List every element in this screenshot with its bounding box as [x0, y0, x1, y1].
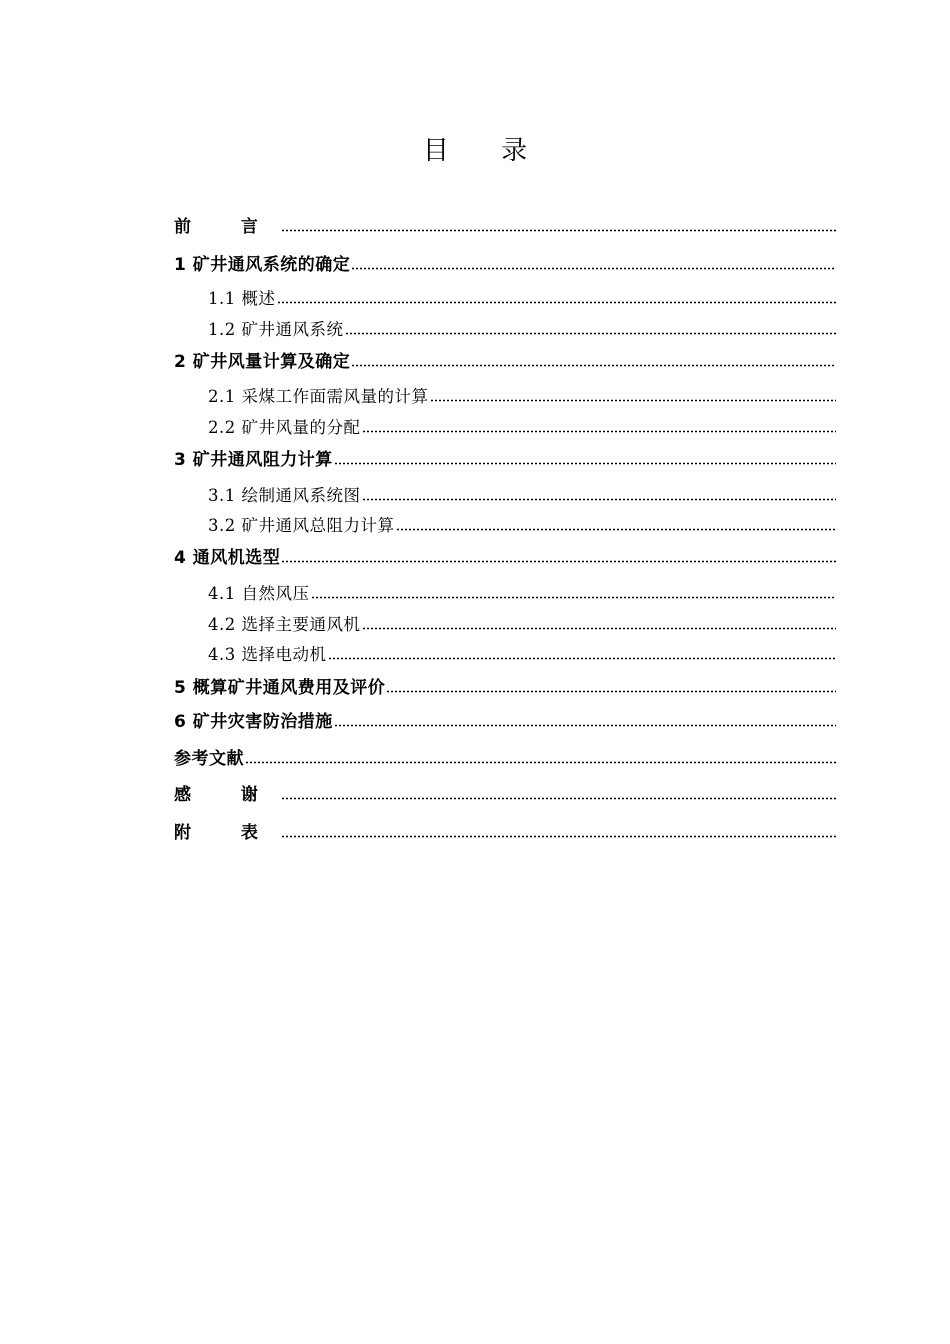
dot-leader [362, 626, 837, 631]
toc-entry-appendix[interactable] [174, 818, 836, 844]
toc-entry-text: 1.1 概述 [208, 289, 276, 308]
toc-entry-text: 5 概算矿井通风费用及评价 [174, 678, 386, 698]
toc-entry-section-4-2[interactable] [208, 610, 836, 636]
toc-entry-text: 4.1 自然风压 [208, 584, 310, 603]
toc-entry-section-2-2[interactable] [208, 413, 836, 439]
toc-entry-chapter-3[interactable] [174, 445, 836, 471]
dot-leader [334, 461, 836, 466]
dot-leader [351, 363, 836, 368]
dot-leader [362, 497, 837, 502]
toc-entry-preface[interactable] [174, 212, 836, 238]
toc-entry-chapter-1[interactable] [174, 250, 836, 276]
dot-leader [345, 331, 837, 336]
toc-entry-text: 1 矿井通风系统的确定 [174, 255, 351, 275]
toc-entry-section-3-1[interactable] [208, 481, 836, 507]
toc-entry-text: 4.2 选择主要通风机 [208, 615, 361, 634]
toc-entry-text: 2 矿井风量计算及确定 [174, 352, 351, 372]
toc-entry-text: 6 矿井灾害防治措施 [174, 712, 333, 732]
toc-entry-text: 3.1 绘制通风系统图 [208, 486, 361, 505]
dot-leader [277, 300, 837, 305]
dot-leader [281, 559, 836, 564]
toc-entry-chapter-5[interactable] [174, 673, 836, 699]
dot-leader [396, 527, 837, 532]
dot-leader [351, 266, 836, 271]
toc-entry-text: 2.1 采煤工作面需风量的计算 [208, 387, 429, 406]
toc-entry-acknowledgements[interactable] [174, 780, 836, 806]
toc-entry-references[interactable] [174, 744, 836, 770]
toc-entry-section-1-1[interactable] [208, 284, 836, 310]
dot-leader [245, 760, 836, 765]
toc-entry-text: 3.2 矿井通风总阻力计算 [208, 516, 395, 535]
toc-entry-section-4-3[interactable] [208, 640, 836, 666]
toc-entry-chapter-2[interactable] [174, 347, 836, 373]
toc-entry-text: 1.2 矿井通风系统 [208, 320, 344, 339]
toc-entry-text: 3 矿井通风阻力计算 [174, 450, 333, 470]
toc-entry-section-4-1[interactable] [208, 579, 836, 605]
dot-leader [281, 796, 836, 801]
toc-entry-chapter-6[interactable] [174, 707, 836, 733]
dot-leader [311, 595, 837, 600]
toc-entry-text: 参考文献 [174, 749, 244, 769]
dot-leader [281, 834, 836, 839]
toc-entry-section-3-2[interactable] [208, 511, 836, 537]
dot-leader [362, 429, 837, 434]
toc-entry-text: 前 言 [174, 217, 280, 237]
toc-entry-text: 2.2 矿井风量的分配 [208, 418, 361, 437]
dot-leader [328, 656, 837, 661]
toc-entry-text: 4.3 选择电动机 [208, 645, 327, 664]
dot-leader [430, 398, 837, 403]
toc-entry-text: 附 表 [174, 823, 280, 843]
dot-leader [386, 689, 836, 694]
toc-entry-text: 4 通风机选型 [174, 548, 281, 568]
toc-entry-text: 感 谢 [174, 785, 280, 805]
toc-entry-section-2-1[interactable] [208, 382, 836, 408]
toc-title: 目 录 [422, 136, 550, 166]
toc-entry-chapter-4[interactable] [174, 543, 836, 569]
dot-leader [281, 228, 836, 233]
dot-leader [334, 723, 836, 728]
toc-entry-section-1-2[interactable] [208, 315, 836, 341]
